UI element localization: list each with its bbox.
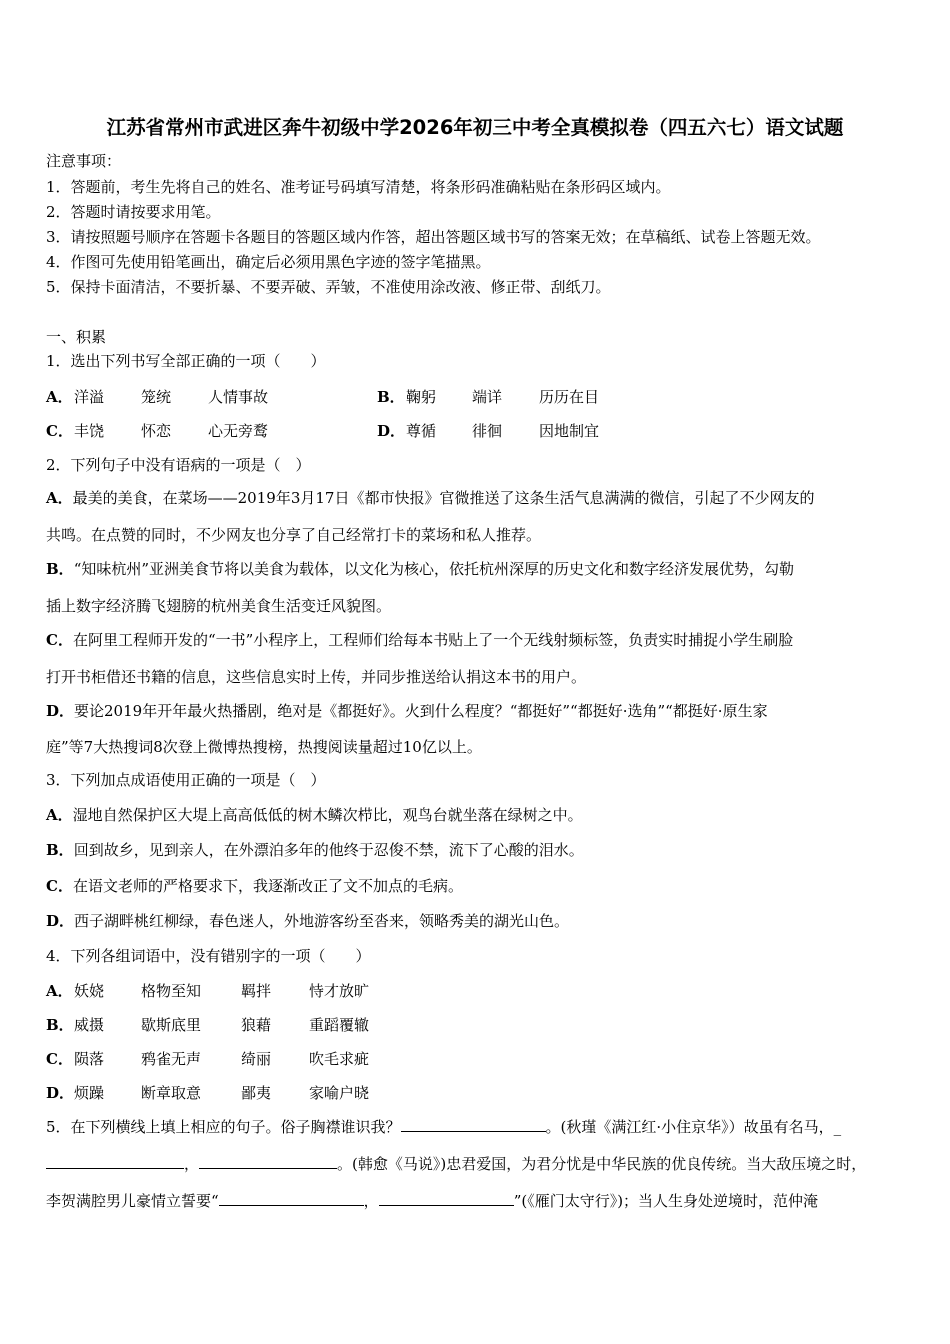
word: 心无旁鹜 xyxy=(208,422,269,440)
word: 妖娆 xyxy=(74,982,105,1000)
word: 威摄 xyxy=(74,1016,105,1034)
option-label: A． xyxy=(46,388,73,406)
q3-option-c xyxy=(46,876,463,896)
option-text: 湿地自然保护区大堤上高高低低的树木鳞次栉比，观鸟台就坐落在绿树之中。 xyxy=(72,806,583,824)
notice-item: 2．答题时请按要求用笔。 xyxy=(46,203,221,221)
q2-option-a xyxy=(46,488,814,508)
option-label: A． xyxy=(46,806,73,824)
word: 端详 xyxy=(472,388,503,406)
option-label: A． xyxy=(46,982,73,1000)
q3-option-b xyxy=(46,840,584,860)
q2-option-c xyxy=(46,630,793,650)
fill-blank[interactable] xyxy=(379,1191,514,1206)
word: 历历在目 xyxy=(539,388,600,406)
word: 尊循 xyxy=(406,422,437,440)
fill-blank[interactable] xyxy=(46,1154,184,1169)
option-label: A． xyxy=(46,489,73,507)
option-label: B． xyxy=(46,560,74,578)
word: 烦躁 xyxy=(74,1084,105,1102)
q3-option-a xyxy=(46,805,583,825)
q2-option-b-cont: 插上数字经济腾飞翅膀的杭州美食生活变迁风貌图。 xyxy=(46,597,392,615)
word: 人情事故 xyxy=(208,388,269,406)
option-text: 在语文老师的严格要求下，我逐渐改正了文不加点的毛病。 xyxy=(72,877,463,895)
option-text: 西子湖畔桃红柳绿，春色迷人，外地游客纷至沓来，领略秀美的湖光山色。 xyxy=(74,912,570,930)
word: 狼藉 xyxy=(241,1016,272,1034)
fill-blank[interactable] xyxy=(199,1154,337,1169)
word: 恃才放旷 xyxy=(309,982,370,1000)
question-3-stem: 3．下列加点成语使用正确的一项是（ ） xyxy=(46,771,326,789)
option-text: “知味杭州”亚洲美食节将以美食为载体，以文化为核心，依托杭州深厚的历史文化和数字经济发展优势，勾勒 xyxy=(73,560,795,578)
option-text: 最美的美食，在菜场——2019年3月17日《都市快报》官微推送了这条生活气息满满的微信，引起了不少网友的 xyxy=(72,489,815,507)
notice-item: 3．请按照题号顺序在答题卡各题目的答题区域内作答，超出答题区域书写的答案无效；在草稿纸、试卷上答题无效。 xyxy=(46,228,821,246)
notice-item: 5．保持卡面清洁，不要折暴、不要弄破、弄皱，不准使用涂改液、修正带、刮纸刀。 xyxy=(46,278,611,296)
q2-option-d xyxy=(46,701,768,721)
word: 怀恋 xyxy=(141,422,172,440)
question-1-stem: 1．选出下列书写全部正确的一项（ ） xyxy=(46,352,326,370)
q2-option-a-cont: 共鸣。在点赞的同时，不少网友也分享了自己经常打卡的菜场和私人推荐。 xyxy=(46,526,542,544)
word: 笼统 xyxy=(141,388,172,406)
fill-blank[interactable] xyxy=(219,1191,364,1206)
word: 鄙夷 xyxy=(241,1084,272,1102)
q5-text: 。(韩愈《马说》)忠君爱国，为君分忧是中华民族的优良传统。当大敌压境之时， xyxy=(337,1155,867,1173)
option-label: C． xyxy=(46,1050,73,1068)
q5-text: ”(《雁门太守行》)；当人生身处逆境时，范仲淹 xyxy=(513,1192,819,1210)
word: 陨落 xyxy=(74,1050,105,1068)
word: 家喻户晓 xyxy=(309,1084,370,1102)
q5-text: ， xyxy=(363,1192,379,1210)
option-label: D． xyxy=(46,912,75,930)
option-label: B． xyxy=(377,388,405,406)
q2-option-d-cont: 庭”等7大热搜词8次登上微博热搜榜，热搜阅读量超过10亿以上。 xyxy=(46,738,482,756)
q5-text: ， xyxy=(184,1155,200,1173)
option-text: 在阿里工程师开发的“一书”小程序上，工程师们给每本书贴上了一个无线射频标签，负责实时捕捉小学生刷脸 xyxy=(72,631,794,649)
word: 歇斯底里 xyxy=(141,1016,202,1034)
word: 因地制宜 xyxy=(539,422,600,440)
question-4-stem: 4．下列各组词语中，没有错别字的一项（ ） xyxy=(46,947,371,965)
option-label: D． xyxy=(46,1084,75,1102)
word: 断章取意 xyxy=(141,1084,202,1102)
option-label: D． xyxy=(377,422,406,440)
option-label: C． xyxy=(46,877,73,895)
fill-blank[interactable] xyxy=(401,1117,546,1132)
option-label: C． xyxy=(46,631,73,649)
q3-option-d xyxy=(46,911,569,931)
option-text: 要论2019年开年最火热播剧，绝对是《都挺好》。火到什么程度？“都挺好”“都挺好·选角”“都挺好·原生家 xyxy=(74,702,768,720)
q2-option-b xyxy=(46,559,794,579)
q5-text: 5．在下列横线上填上相应的句子。俗子胸襟谁识我？ xyxy=(46,1118,401,1136)
question-5-line-3 xyxy=(46,1191,818,1211)
word: 羁拌 xyxy=(241,982,272,1000)
question-2-stem: 2．下列句子中没有语病的一项是（ ） xyxy=(46,456,311,474)
option-label: B． xyxy=(46,1016,74,1034)
word: 徘徊 xyxy=(472,422,503,440)
option-label: C． xyxy=(46,422,73,440)
option-label: B． xyxy=(46,841,74,859)
word: 吹毛求疵 xyxy=(309,1050,370,1068)
word: 丰饶 xyxy=(74,422,105,440)
q5-text: 。(秋瑾《满江红·小住京华》）故虽有名马，_ xyxy=(545,1118,842,1136)
word: 鞠躬 xyxy=(406,388,437,406)
notice-item: 1．答题前，考生先将自己的姓名、准考证号码填写清楚，将条形码准确粘贴在条形码区域内。 xyxy=(46,178,671,196)
word: 格物至知 xyxy=(141,982,202,1000)
option-text: 回到故乡，见到亲人，在外漂泊多年的他终于忍俊不禁，流下了心酸的泪水。 xyxy=(73,841,584,859)
question-5-line-1 xyxy=(46,1117,841,1137)
word: 洋溢 xyxy=(74,388,105,406)
q2-option-c-cont: 打开书柜借还书籍的信息，这些信息实时上传，并同步推送给认捐这本书的用户。 xyxy=(46,668,587,686)
q5-text: 李贺满腔男儿豪情立誓要“ xyxy=(46,1192,219,1210)
question-5-line-2 xyxy=(46,1154,866,1174)
word: 鸦雀无声 xyxy=(141,1050,202,1068)
word: 绮丽 xyxy=(241,1050,272,1068)
option-label: D． xyxy=(46,702,75,720)
page-title: 江苏省常州市武进区奔牛初级中学2026年初三中考全真模拟卷（四五六七）语文试题 xyxy=(106,116,844,139)
word: 重蹈覆辙 xyxy=(309,1016,370,1034)
notice-heading: 注意事项： xyxy=(46,152,122,170)
section-heading: 一、积累 xyxy=(46,328,107,346)
notice-item: 4．作图可先使用铅笔画出，确定后必须用黑色字迹的签字笔描黑。 xyxy=(46,253,491,271)
